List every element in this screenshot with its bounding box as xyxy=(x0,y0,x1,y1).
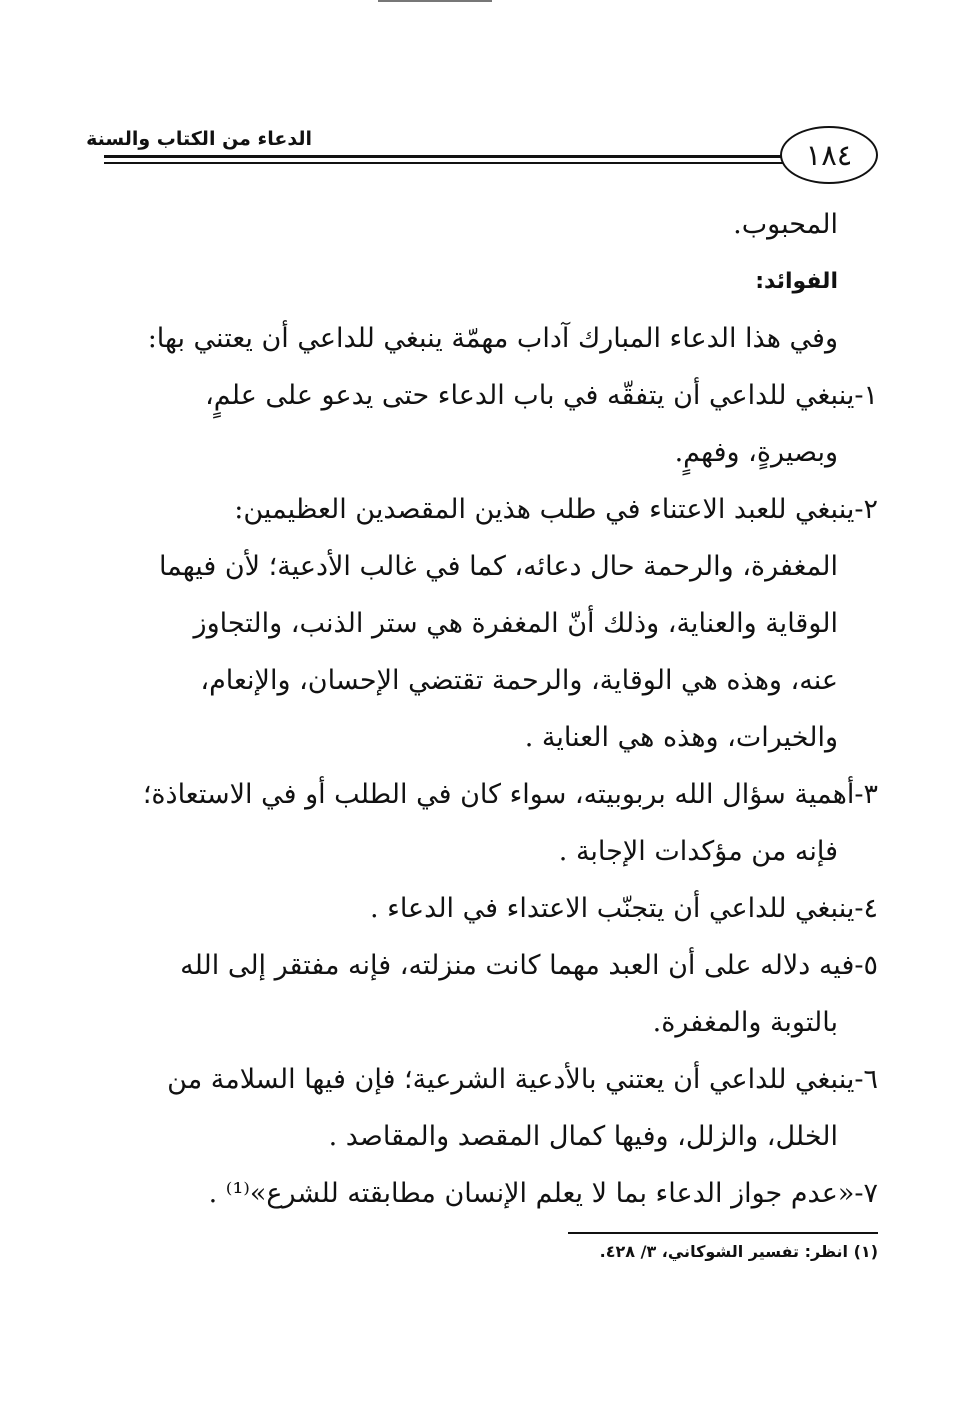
list-item-line: ٤-ينبغي للداعي أن يتجنّب الاعتداء في الدعاء . xyxy=(369,893,878,924)
footnote-separator xyxy=(568,1232,878,1234)
header-rule-thin xyxy=(104,162,794,164)
list-item-line: ٣-أهمية سؤال الله بربوبيته، سواء كان في الطلب أو في الاستعاذة؛ xyxy=(142,779,878,810)
list-item-line: عنه، وهذه هي الوقاية، والرحمة تقتضي الإحسان، والإنعام، xyxy=(200,665,838,696)
list-item-line: وبصيرةٍ، وفهمٍ. xyxy=(674,437,838,468)
list-item-line: ٧-«عدم جواز الدعاء بما لا يعلم الإنسان مطابقته للشرع»⁽¹⁾ . xyxy=(208,1178,878,1209)
list-item-line: بالتوبة والمغفرة. xyxy=(652,1007,838,1038)
page-number-oval xyxy=(780,126,878,184)
page-header xyxy=(86,122,878,192)
body-line: وفي هذا الدعاء المبارك آداب مهمّة ينبغي للداعي أن يعتني بها: xyxy=(147,323,838,354)
list-item-line: والخيرات، وهذه هي العناية . xyxy=(524,722,838,753)
running-title: الدعاء من الكتاب والسنة xyxy=(86,128,312,150)
page-number: ١٨٤ xyxy=(805,138,853,172)
list-item-line: ٦-ينبغي للداعي أن يعتني بالأدعية الشرعية؛ فإن فيها السلامة من xyxy=(167,1064,878,1095)
header-rule-thick xyxy=(104,155,794,158)
body-line: المحبوب. xyxy=(733,209,838,240)
list-item-line: ٢-ينبغي للعبد الاعتناء في طلب هذين المقصدين العظيمين: xyxy=(234,494,878,525)
list-item-line: ٥-فيه دلاله على أن العبد مهما كانت منزلته، فإنه مفتقر إلى الله xyxy=(180,950,878,981)
scan-edge-mark xyxy=(378,0,492,2)
list-item-line: فإنه من مؤكدات الإجابة . xyxy=(558,836,838,867)
list-item-line: الوقاية والعناية، وذلك أنّ المغفرة هي ستر الذنب، والتجاوز xyxy=(193,608,838,639)
footnote: (١) انظر: تفسير الشوكاني، ٣/ ٤٢٨. xyxy=(599,1242,878,1261)
footnote-area xyxy=(568,1232,878,1261)
list-item-line: المغفرة، والرحمة حال دعائه، كما في غالب الأدعية؛ لأن فيهما xyxy=(158,551,838,582)
list-item-line: ١-ينبغي للداعي أن يتفقّه في باب الدعاء حتى يدعو على علمٍ، xyxy=(205,380,878,411)
list-item-line: الخلل، والزلل، وفيها كمال المقصد والمقاصد . xyxy=(328,1121,838,1152)
section-heading: الفوائد: xyxy=(755,269,838,294)
page-body xyxy=(104,196,878,1222)
